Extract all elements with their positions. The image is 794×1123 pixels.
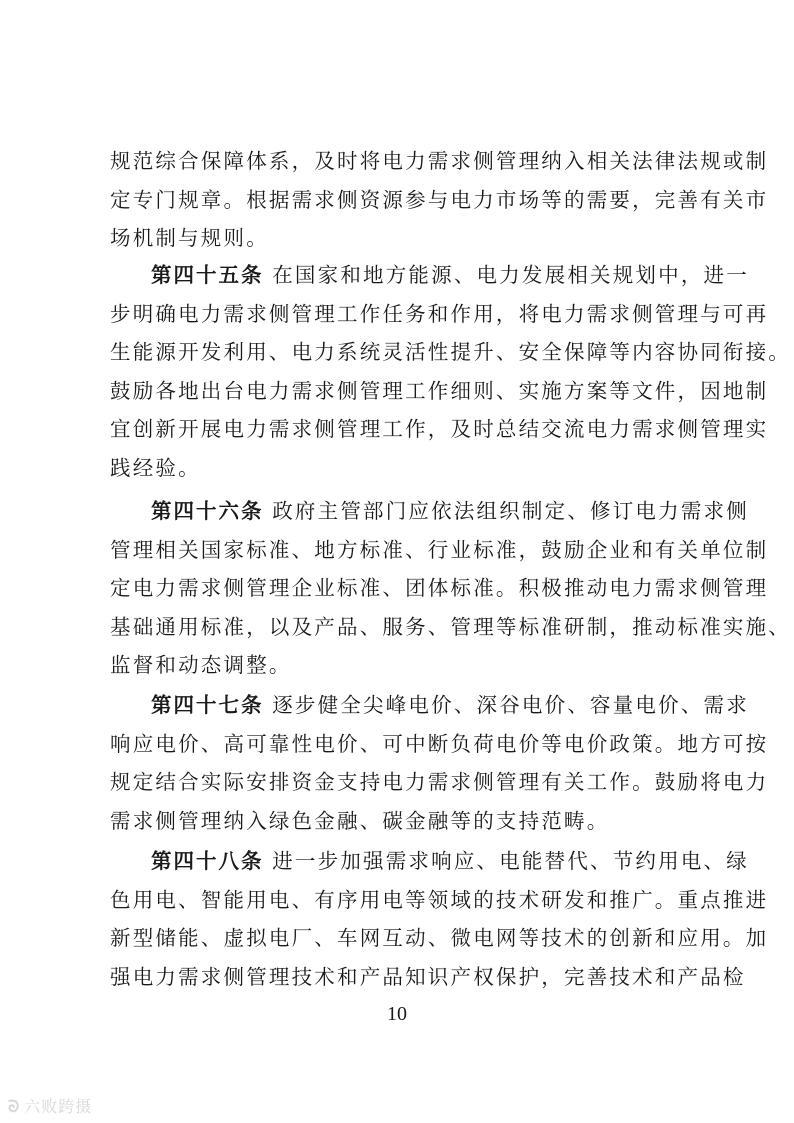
page-number: 10 xyxy=(387,1003,407,1025)
text-line: 政府主管部门应依法组织制定、修订电力需求侧 xyxy=(272,499,749,523)
article-heading: 第四十七条 xyxy=(151,693,264,717)
text-line: 强电力需求侧管理技术和产品知识产权保护，完善技术和产品检 xyxy=(110,964,746,989)
text-line: 在国家和地方能源、电力发展相关规划中，进一 xyxy=(272,263,749,287)
article-heading: 第四十六条 xyxy=(151,499,264,523)
paragraph-article-46 xyxy=(110,492,791,685)
text-line: 定电力需求侧管理企业标准、团体标准。积极推动电力需求侧管理 xyxy=(110,576,769,601)
text-line: 生能源开发利用、电力系统灵活性提升、安全保障等内容协同衔接。 xyxy=(110,340,791,365)
text-line: 基础通用标准，以及产品、服务、管理等标准研制，推动标准实施、 xyxy=(110,614,791,639)
text-line: 新型储能、虚拟电厂、车网互动、微电网等技术的创新和应用。加 xyxy=(110,926,769,951)
text-line: 色用电、智能用电、有序用电等领域的技术研发和推广。重点推进 xyxy=(110,887,769,912)
text-line: 进一步加强需求响应、电能替代、节约用电、绿 xyxy=(272,849,749,873)
text-line: 宜创新开展电力需求侧管理工作，及时总结交流电力需求侧管理实 xyxy=(110,417,769,442)
text-line: 逐步健全尖峰电价、深谷电价、容量电价、需求 xyxy=(272,693,749,717)
article-heading: 第四十八条 xyxy=(151,849,264,873)
text-line: 定专门规章。根据需求侧资源参与电力市场等的需要，完善有关市 xyxy=(110,187,769,212)
paragraph-article-48 xyxy=(110,842,769,996)
watermark xyxy=(8,1094,92,1117)
text-line: 需求侧管理纳入绿色金融、碳金融等的支持范畴。 xyxy=(110,808,610,833)
text-line: 规范综合保障体系，及时将电力需求侧管理纳入相关法律法规或制 xyxy=(110,149,769,173)
text-line: 场机制与规则。 xyxy=(110,226,269,251)
text-line: 响应电价、高可靠性电价、可中断负荷电价等电价政策。地方可按 xyxy=(110,731,769,756)
text-line: 鼓励各地出台电力需求侧管理工作细则、实施方案等文件，因地制 xyxy=(110,378,769,403)
paragraph-article-45 xyxy=(110,256,791,488)
text-line: 监督和动态调整。 xyxy=(110,653,292,678)
watermark-logo-icon: ᘐ xyxy=(8,1097,21,1116)
paragraph-continued xyxy=(110,142,769,258)
watermark-text: 六败跨摄 xyxy=(24,1097,93,1116)
text-line: 践经验。 xyxy=(110,455,201,480)
text-line: 规定结合实际安排资金支持电力需求侧管理有关工作。鼓励将电力 xyxy=(110,770,769,795)
text-line: 管理相关国家标准、地方标准、行业标准，鼓励企业和有关单位制 xyxy=(110,537,769,562)
paragraph-article-47 xyxy=(110,686,769,840)
text-line: 步明确电力需求侧管理工作任务和作用，将电力需求侧管理与可再 xyxy=(110,301,769,326)
article-heading: 第四十五条 xyxy=(151,263,264,287)
